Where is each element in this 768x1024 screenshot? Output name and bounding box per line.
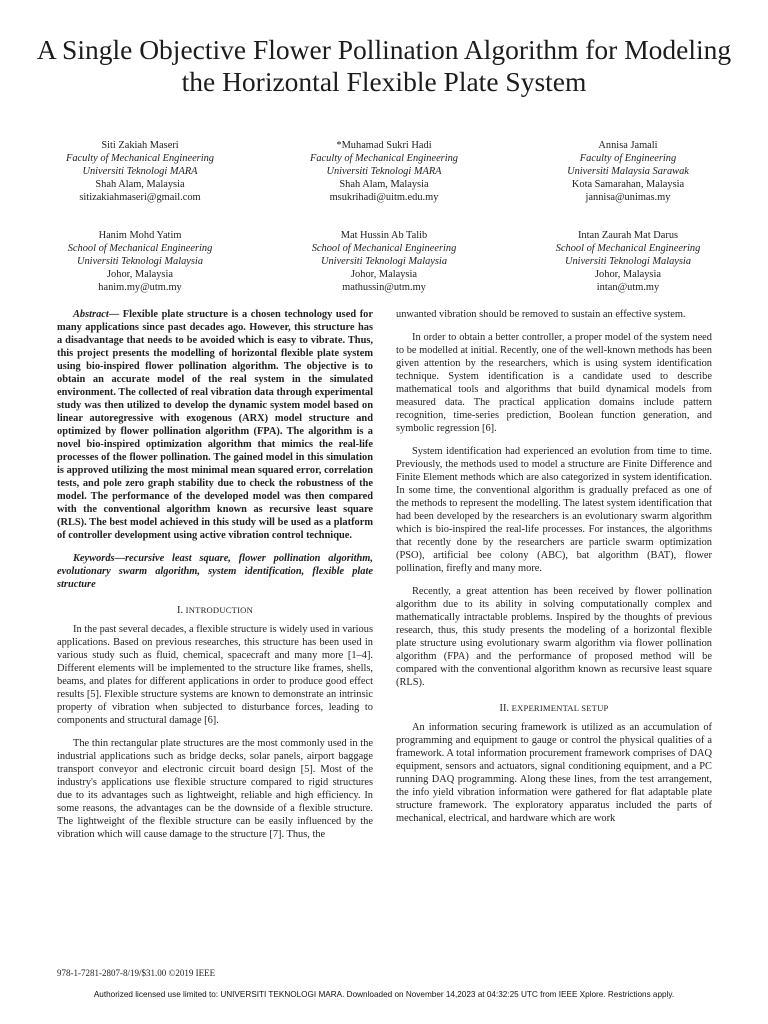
author-5	[284, 229, 484, 294]
section-number: II.	[499, 703, 512, 714]
author-name: Siti Zakiah Maseri	[101, 140, 179, 151]
author-department: Faculty of Mechanical Engineering	[309, 153, 459, 164]
abstract-label: Abstract	[73, 309, 109, 320]
abstract	[57, 308, 373, 542]
copyright-footer: 978-1-7281-2807-8/19/$31.00 ©2019 IEEE	[57, 968, 216, 978]
author-university: Universiti Teknologi MARA	[82, 166, 198, 177]
author-row-2	[40, 229, 728, 294]
author-department: School of Mechanical Engineering	[67, 243, 213, 254]
left-column	[57, 308, 373, 851]
intro-paragraph-2: The thin rectangular plate structures are the most commonly used in the industrial applications such as bridge decks, solar panels, airport baggage transport conveyor and electronic circuit board design [5]. Most of the industry's applications use flexible structure compared to rigid structures due to its advantages such as lightweight, reliable and high efficiency. In some reasons, the advantages can be the downside of a flexible structure. The lightweight of the flexible structure can be easily influenced by the vibration which will cause damage to the structure [7]. Thus, the	[57, 738, 373, 840]
author-email: jannisa@unimas.my	[585, 192, 671, 203]
section-number: I.	[177, 605, 186, 616]
author-1	[40, 139, 240, 204]
author-location: Shah Alam, Malaysia	[339, 179, 429, 190]
author-email: hanim.my@utm.my	[98, 282, 182, 293]
author-name: Annisa Jamali	[598, 140, 658, 151]
author-university: Universiti Teknologi Malaysia	[76, 256, 204, 267]
section-title: EXPERIMENTAL SETUP	[511, 703, 609, 713]
author-3	[528, 139, 728, 204]
author-university: Universiti Teknologi Malaysia	[320, 256, 448, 267]
author-email: intan@utm.my	[596, 282, 660, 293]
author-name: *Muhamad Sukri Hadi	[336, 140, 432, 151]
author-department: School of Mechanical Engineering	[555, 243, 701, 254]
paper-title: A Single Objective Flower Pollination Algorithm for Modeling the Horizontal Flexible Plate System	[36, 34, 732, 97]
author-location: Johor, Malaysia	[595, 269, 661, 280]
author-department: School of Mechanical Engineering	[311, 243, 457, 254]
author-name: Hanim Mohd Yatim	[98, 230, 182, 241]
author-university: Universiti Teknologi MARA	[326, 166, 442, 177]
setup-paragraph: An information securing framework is utilized as an accumulation of programming and equipment to gauge or control the physical qualities of a framework. A total information procurement framework comprises of DAQ equipment, sensors and actuators, signal conditioning equipment, and a PC running DAQ programming. Along these lines, from the test arrangement, the info yield vibration information were gathered for flat adaptable plate structure framework. The exploratory apparatus included the parts of mechanical, electrical, and hardware which are work	[396, 722, 712, 824]
right-column	[396, 308, 712, 835]
download-notice: Authorized licensed use limited to: UNIVERSITI TEKNOLOGI MARA. Downloaded on November 14,2023 at 04:32:25 UTC from IEEE Xplore. Restrictions apply.	[93, 990, 675, 999]
author-university: Universiti Malaysia Sarawak	[567, 166, 689, 177]
intro-paragraph-4: System identification had experienced an evolution from time to time. Previously, the methods used to model a structure are Finite Difference and Finite Element methods which are also categorized in system identification. In some time, the conventional algorithm is gradually prefaced as one of the methods to represent the modelling. The latest system identification that had been developed by the researchers is an evolutionary swarm algorithm which is bio-inspired the real-life processes. For instances, the algorithms that recently done by the researchers are particle swarm optimization (PSO), artificial bee colony (ABC), bat algorithm (BAT), flower pollination, firefly and many more.	[396, 446, 712, 574]
author-block	[40, 139, 728, 294]
author-email: sitizakiahmaseri@gmail.com	[79, 192, 201, 203]
abstract-dash: —	[108, 309, 123, 320]
author-location: Kota Samarahan, Malaysia	[571, 179, 685, 190]
abstract-text: Flexible plate structure is a chosen technology used for many applications since past decades ago. However, this structure has a disadvantage that needs to be avoided which is easy to vibrate. Thus, this project presents the modelling of horizontal flexible plate system using bio-inspired flower pollination algorithm. The objective is to obtain an accurate model of the real system in the simulated environment. The collected of real vibration data through experimental study was then utilized to develop the dynamic system model based on linear autoregressive with exogenous (ARX) model structure and optimized by flower pollination algorithm (FPA). The algorithm is a novel bio-inspired optimization algorithm that mimics the real-life processes of the flower pollination. The gained model in this simulation is approved utilizing the most minimal mean squared error, correlation tests, and pole zero graph stability due to check the robustness of the model. The performance of the developed model was then compared with the conventional algorithm known as recursive least square (RLS). The best model achieved in this study will be used as a platform of controller development using active vibration control technique.	[57, 309, 373, 541]
intro-paragraph-5: Recently, a great attention has been received by flower pollination algorithm due to its ability in solving computationally complex and mathematically intractable problems. Inspired by the thoughts of previous research, thus, this study presents the modeling of a horizontal flexible plate structure using evolutionary swarm algorithm via flower pollination algorithm (FPA) and the performance of proposed method will be compared with the conventional algorithm known as recursive least square (RLS).	[396, 586, 712, 688]
author-row-1	[40, 139, 728, 204]
intro-paragraph-3: In order to obtain a better controller, a proper model of the system need to be modelled at initial. Recently, one of the well-known methods has been given attention by the researchers, which is using system identification technique. System identification is a candidate used to describe mathematical tools and algorithms that build dynamical models from measured data. The practical application domains include pattern recognition, time-series prediction, Boolean function generation, and symbolic regression [6].	[396, 332, 712, 434]
intro-paragraph-1: In the past several decades, a flexible structure is widely used in various applications. Based on previous researches, this structure has been used in various study such as fluid, chemical, spacecraft and many more [1–4]. Different elements will be implemented to the structure like frames, shells, beams, and plates for different applications in order to produce good effect results [5]. Flexible structure systems are known to demonstrate an intrinsic property of vibration when subjected to disturbance forces, leading to components and structural damage [6].	[57, 624, 373, 726]
author-location: Shah Alam, Malaysia	[95, 179, 185, 190]
author-location: Johor, Malaysia	[351, 269, 417, 280]
section-heading-experimental-setup	[396, 702, 712, 715]
author-name: Mat Hussin Ab Talib	[340, 230, 428, 241]
author-location: Johor, Malaysia	[107, 269, 173, 280]
author-4	[40, 229, 240, 294]
section-title: INTRODUCTION	[185, 605, 253, 615]
keywords: Keywords—recursive least square, flower pollination algorithm, evolutionary swarm algorithm, system identification, flexible plate structure	[57, 553, 373, 590]
author-email: mathussin@utm.my	[342, 282, 426, 293]
author-2	[284, 139, 484, 204]
author-department: Faculty of Mechanical Engineering	[65, 153, 215, 164]
author-6	[528, 229, 728, 294]
author-name: Intan Zaurah Mat Darus	[577, 230, 679, 241]
author-department: Faculty of Engineering	[579, 153, 677, 164]
intro-paragraph-continued: unwanted vibration should be removed to sustain an effective system.	[396, 309, 686, 320]
author-university: Universiti Teknologi Malaysia	[564, 256, 692, 267]
section-heading-introduction	[57, 604, 373, 617]
author-email: msukrihadi@uitm.edu.my	[329, 192, 439, 203]
